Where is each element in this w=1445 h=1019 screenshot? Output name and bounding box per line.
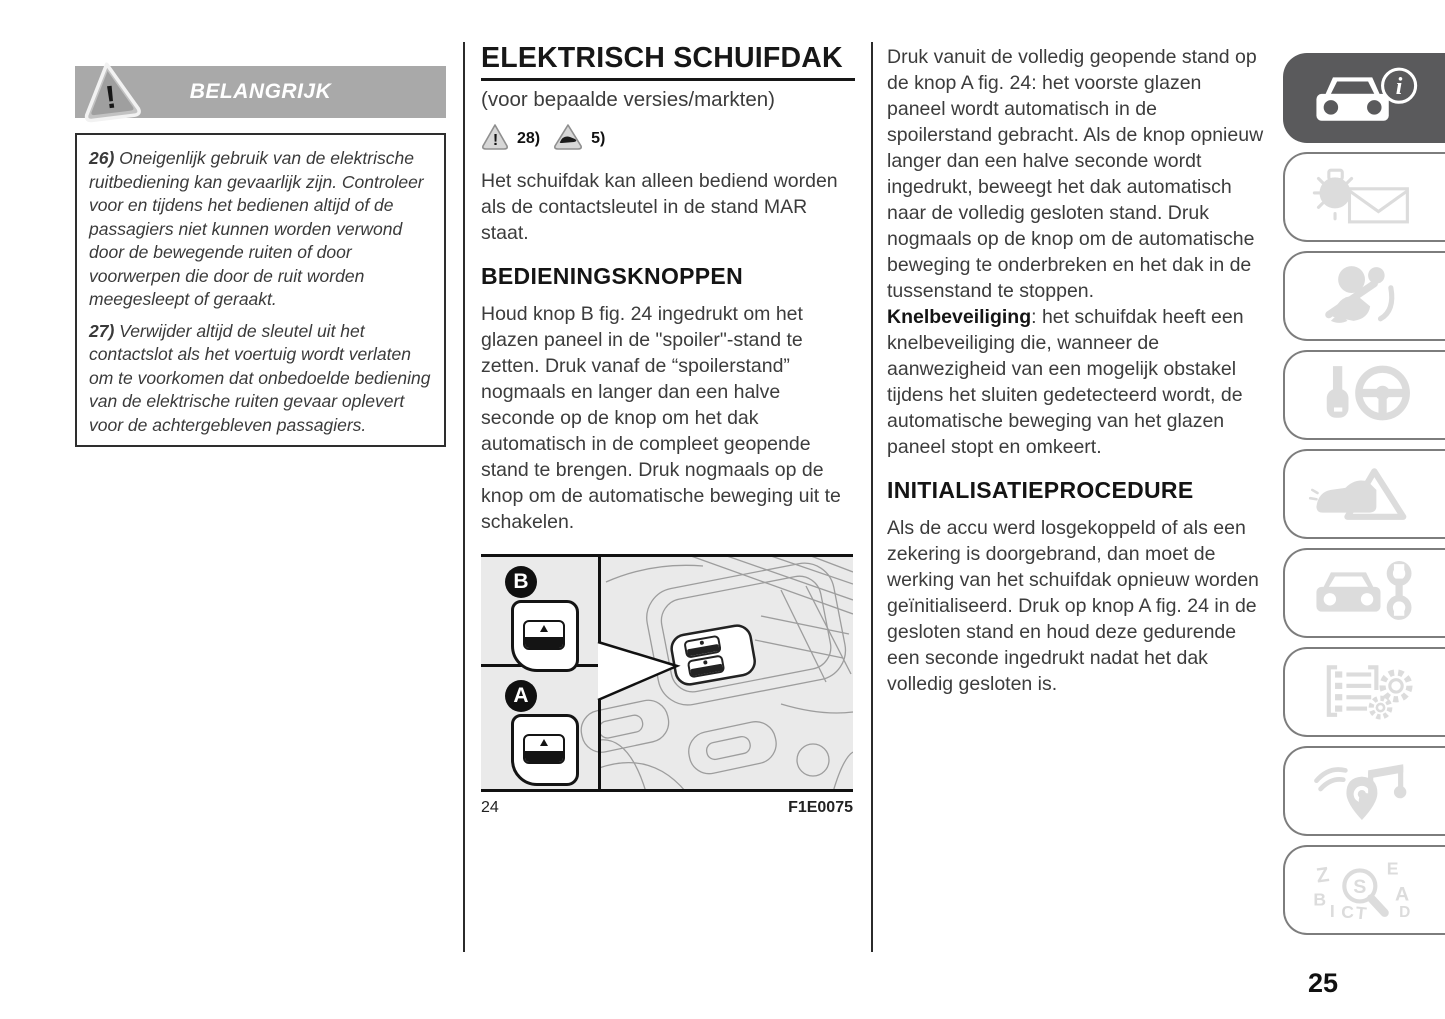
warning-column: [75, 66, 446, 447]
reference-number: 28): [517, 130, 541, 147]
body-paragraph: [887, 304, 1265, 460]
figure-caption-row: [481, 799, 853, 817]
airbag-seatbelt-icon: [1306, 263, 1424, 330]
index-letter: A: [1394, 882, 1410, 905]
tab-vehicle-info[interactable]: [1283, 53, 1445, 143]
body-paragraph: Druk vanuit de volledig geopende stand op de knop A fig. 24: het voorste glazen paneel wordt automatisch in de spoilerstand gebracht. Als de knop opnieuw langer dan een halve seconde wordt ingedrukt, beweegt het dak automatisch naar de volledig gesloten stand. Druk nogmaals op de knop om de automatische beweging te onderbreken en het dak in de tussenstand te stoppen.: [887, 46, 1264, 302]
index-letter: I: [1329, 900, 1335, 919]
page-number: 25: [1308, 968, 1339, 998]
warning-item: [89, 147, 432, 312]
car-damage-triangle-icon: [553, 123, 584, 155]
warning-item: [89, 320, 432, 438]
index-letter: C: [1341, 901, 1354, 919]
tab-safety[interactable]: [1283, 251, 1445, 341]
exclamation-glyph: !: [492, 132, 499, 149]
index-search-icon: [1306, 857, 1424, 924]
reference-number: 5): [591, 130, 606, 147]
page-subtitle: (voor bepaalde versies/markten): [481, 88, 775, 111]
intro-paragraph: Het schuifdak kan alleen bediend worden als de contactsleutel in de stand MAR staat.: [481, 170, 838, 244]
main-column: [481, 44, 855, 817]
warning-triangle-icon: [481, 123, 510, 155]
index-letter: Z: [1314, 862, 1331, 888]
tab-dashboard-messages[interactable]: [1283, 152, 1445, 242]
section-heading-initialisatieprocedure: INITIALISATIEPROCEDURE: [887, 477, 1194, 503]
figure-label-b: B: [505, 566, 537, 598]
reference-icons-row: [481, 123, 855, 155]
exclamation-glyph: !: [103, 78, 119, 116]
paragraph-text: : het schuifdak heeft een knelbeveiliging die, wanneer de aanwezigheid van een mogelijk obstakel tijdens het sluiten gedetecteerd wordt, de automatische beweging van het glazen paneel stopt en omkeert.: [887, 306, 1244, 458]
multimedia-navigation-icon: [1306, 758, 1424, 825]
section-tab-strip: [1283, 53, 1445, 944]
section-heading-bedieningsknoppen: BEDIENINGSKNOPPEN: [481, 263, 743, 289]
info-i-glyph: i: [1395, 73, 1403, 100]
warning-item-text: Oneigenlijk gebruik van de elektrische ruitbediening kan gevaarlijk zijn. Controleer voor en tijdens het bedienen altijd of de passagiers niet kunnen worden verwond door de bewegende ruiten of door voorwerpen die door de ruit worden meegesleept of geraakt.: [89, 148, 424, 309]
right-column: [887, 44, 1265, 697]
car-warning-triangle-icon: [1306, 461, 1424, 528]
tab-multimedia[interactable]: [1283, 746, 1445, 836]
section-body: Als de accu werd losgekoppeld of als een zekering is doorgebrand, dan moet de werking van het schuifdak opnieuw worden geïnitialiseerd. Druk op knop A fig. 24 in de gesloten stand en houd deze gedurende een seconde ingedrukt nadat het dak volledig gesloten is.: [887, 517, 1259, 695]
sunroof-button-a: [511, 714, 579, 786]
warning-triangle-icon: [77, 58, 143, 129]
warning-item-text: Verwijder altijd de sleutel uit het contactslot als het voertuig wordt verlaten om te voorkomen dat onbedoelde bediening van de elektrische ruiten gevaar oplevert voor de achtergebleven passagiers.: [89, 320, 431, 435]
section-body: Houd knop B fig. 24 ingedrukt om het glazen paneel in de "spoiler"-stand te zetten. Druk vanaf de “spoilerstand” nogmaals en langer dan een halve seconde op de knop om het dak automatisch in de compleet geopende stand te brengen. Druk nogmaals op de knop om de automatische beweging uit te schakelen.: [481, 303, 841, 533]
paragraph-lead-bold: Knelbeveiliging: [887, 306, 1032, 328]
index-letter: E: [1386, 858, 1399, 879]
column-divider: [463, 42, 465, 952]
sun-key-envelope-icon: [1306, 164, 1424, 231]
tab-maintenance[interactable]: [1283, 548, 1445, 638]
index-letter: T: [1354, 902, 1368, 919]
figure-code: F1E0075: [788, 799, 853, 816]
index-letter: B: [1313, 889, 1327, 910]
index-letter: D: [1399, 903, 1411, 919]
sunroof-button-b: [511, 600, 579, 672]
tab-technical-data[interactable]: [1283, 647, 1445, 737]
sunroof-button-glyph: [523, 620, 565, 650]
tab-starting-driving[interactable]: [1283, 350, 1445, 440]
tab-emergency[interactable]: [1283, 449, 1445, 539]
warning-item-number: 26): [89, 148, 115, 168]
car-info-icon: [1306, 65, 1424, 132]
page-title: ELEKTRISCH SCHUIFDAK: [481, 44, 855, 81]
figure-label-a: A: [505, 680, 537, 712]
warning-text-box: [75, 133, 446, 447]
warning-header-label: BELANGRIJK: [189, 80, 332, 103]
document-gears-icon: [1306, 659, 1424, 726]
tab-index[interactable]: [1283, 845, 1445, 935]
figure-number: 24: [481, 799, 499, 816]
sunroof-button-glyph: [523, 734, 565, 764]
key-steering-wheel-icon: [1306, 362, 1424, 429]
warning-header-bar: [75, 66, 446, 118]
column-divider: [871, 42, 873, 952]
car-wrench-icon: [1306, 560, 1424, 627]
figure-24-sunroof-controls: [481, 554, 853, 792]
index-s-glyph: S: [1353, 875, 1367, 898]
warning-item-number: 27): [89, 320, 115, 341]
